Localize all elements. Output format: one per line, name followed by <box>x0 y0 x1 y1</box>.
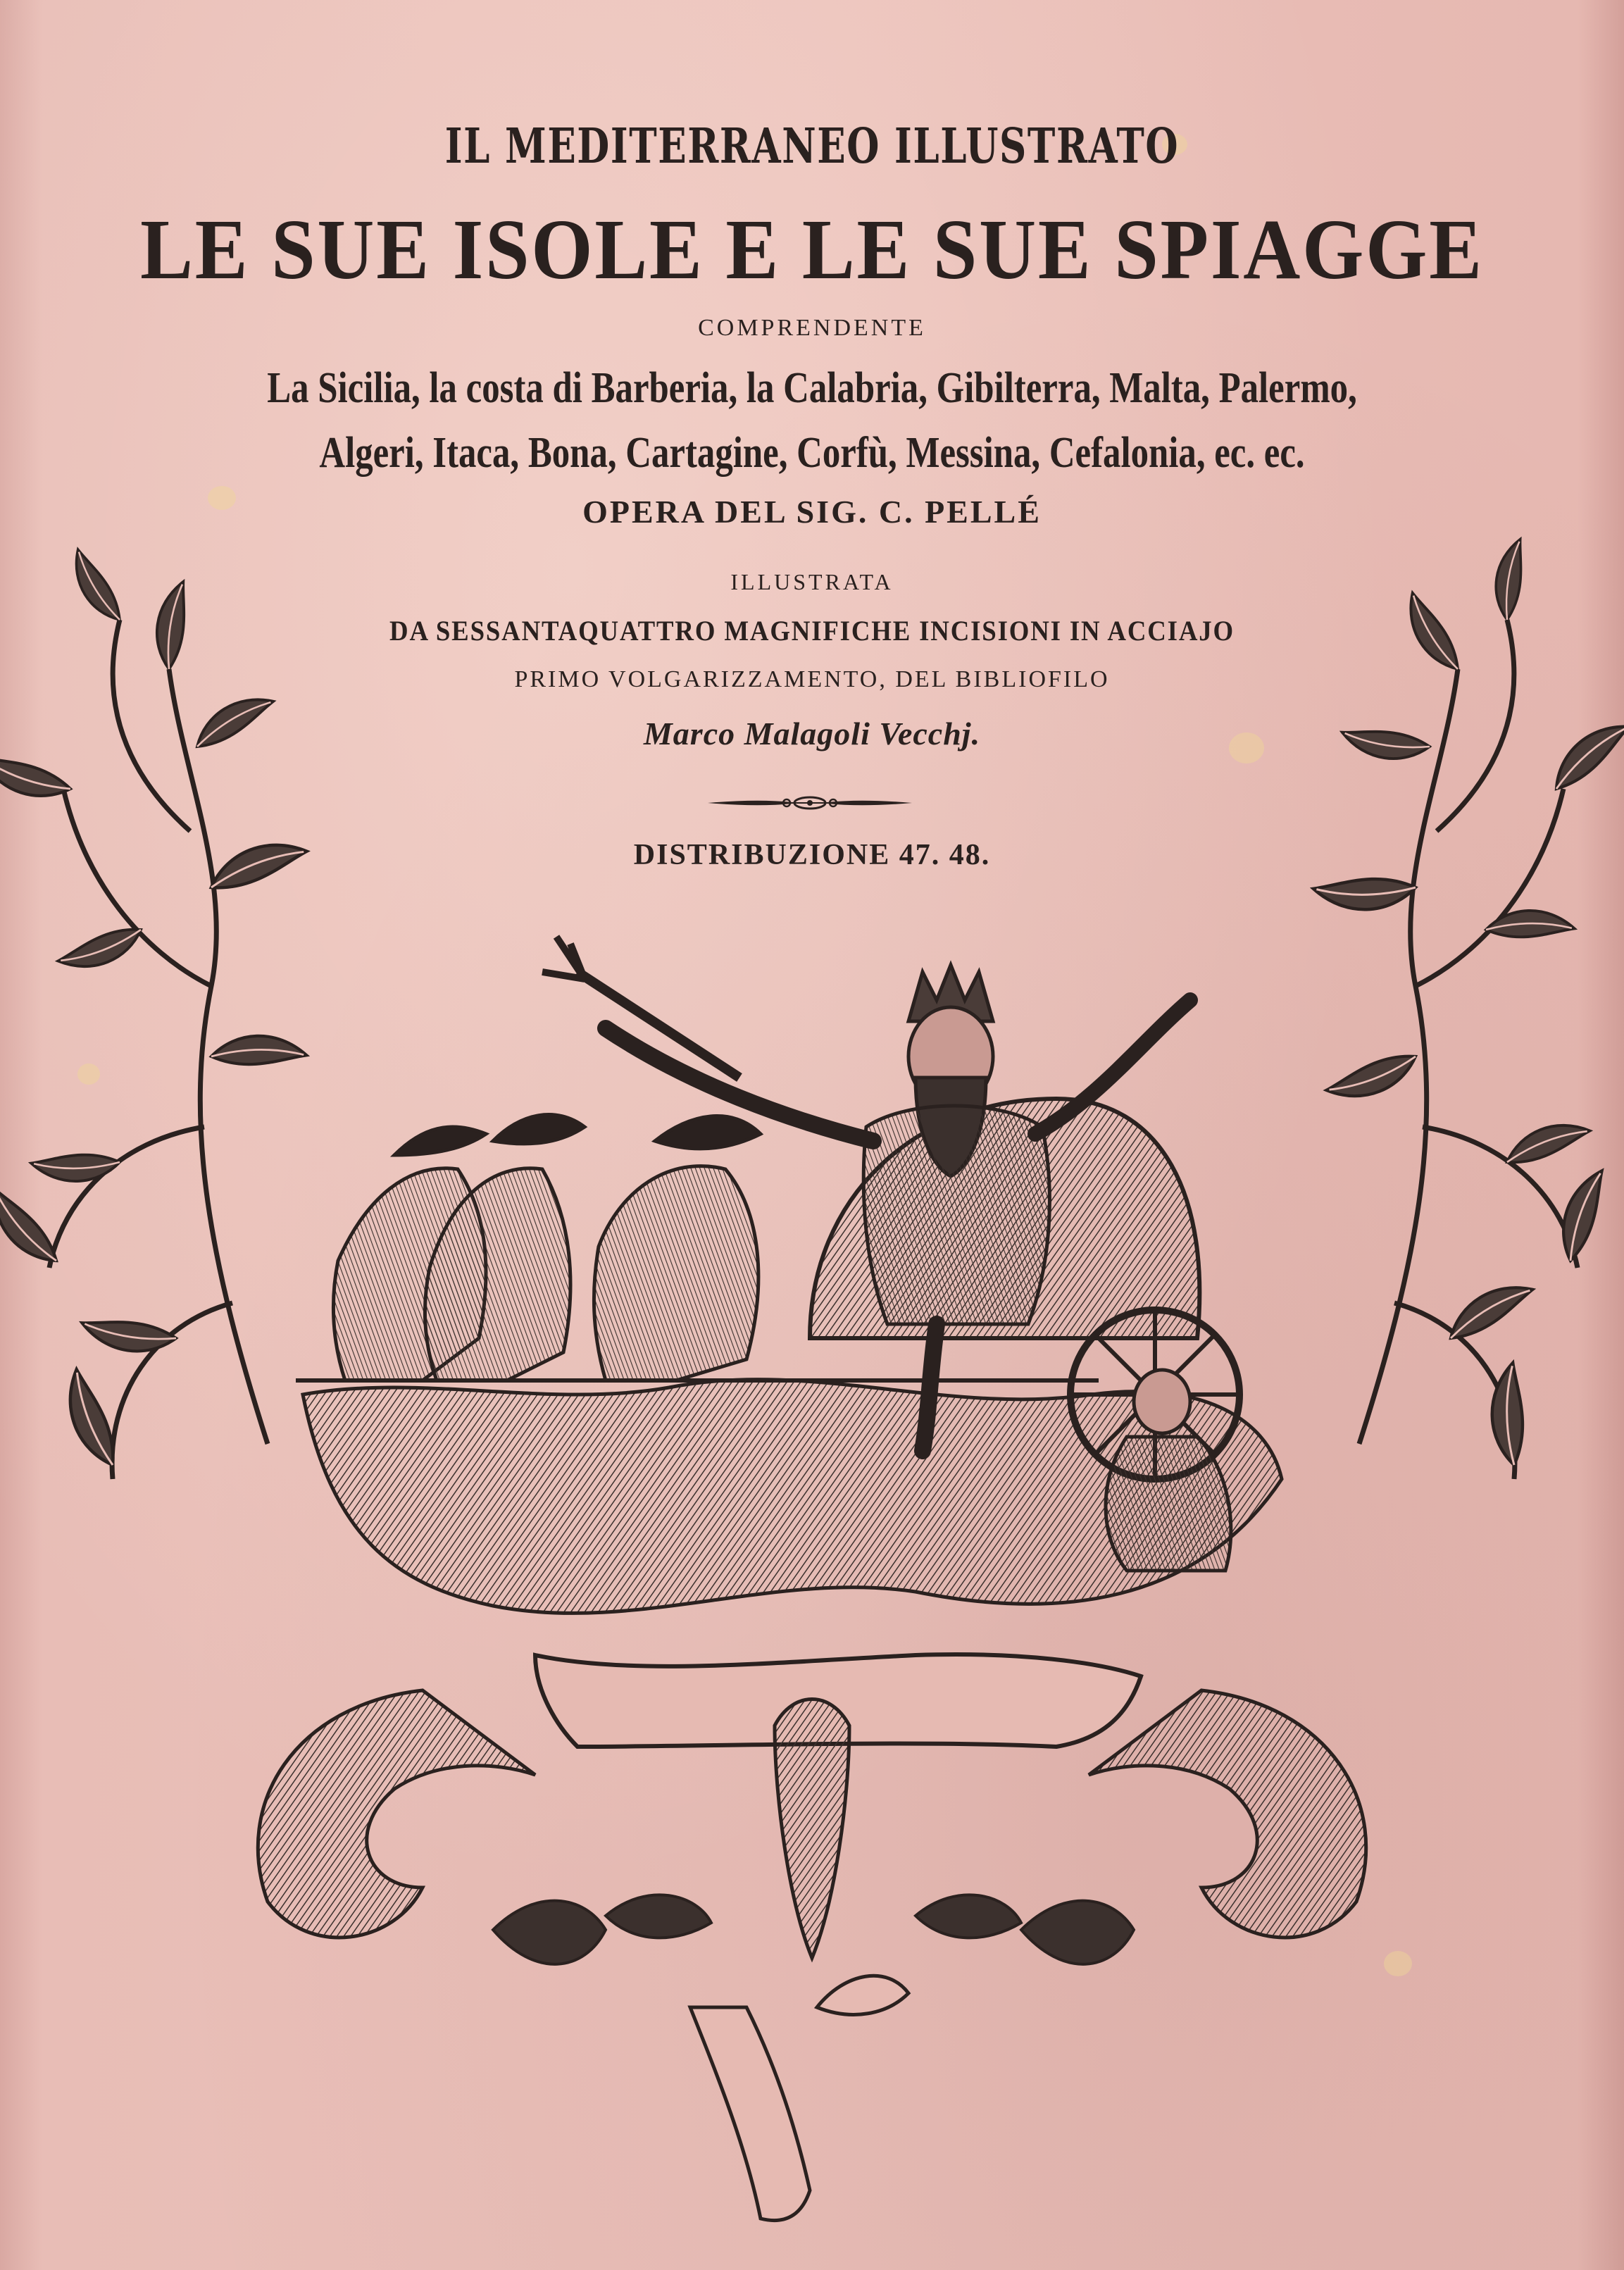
engravings-line: DA SESSANTAQUATTRO MAGNIFICHE INCISIONI IN ACCIAJO <box>389 615 1235 647</box>
right-leaves <box>1311 536 1624 1466</box>
translator-name: Marco Malagoli Vecchj. <box>643 716 981 752</box>
series-title: IL MEDITERRANEO ILLUSTRATO <box>444 118 1180 175</box>
acanthus-scrolls <box>258 1690 1366 1958</box>
comprendente-label: COMPRENDENTE <box>698 315 926 341</box>
places-line-2: Algeri, Itaca, Bona, Cartagine, Corfù, Messina, Cefalonia, ec. ec. <box>319 429 1305 477</box>
illustrata-label: ILLUSTRATA <box>730 569 894 594</box>
motto-ribbon <box>690 2007 810 2221</box>
distribution-label: DISTRIBUZIONE 47. 48. <box>633 839 991 871</box>
translation-line: PRIMO VOLGARIZZAMENTO, DEL BIBLIOFILO <box>514 666 1110 692</box>
main-title: LE SUE ISOLE E LE SUE SPIAGGE <box>140 202 1484 297</box>
left-leaves <box>0 544 311 1471</box>
places-line-1: La Sicilia, la costa di Barberia, la Calabria, Gibilterra, Malta, Palermo, <box>267 364 1357 412</box>
horses <box>333 1115 761 1380</box>
author-line: OPERA DEL SIG. C. PELLÉ <box>582 494 1042 530</box>
